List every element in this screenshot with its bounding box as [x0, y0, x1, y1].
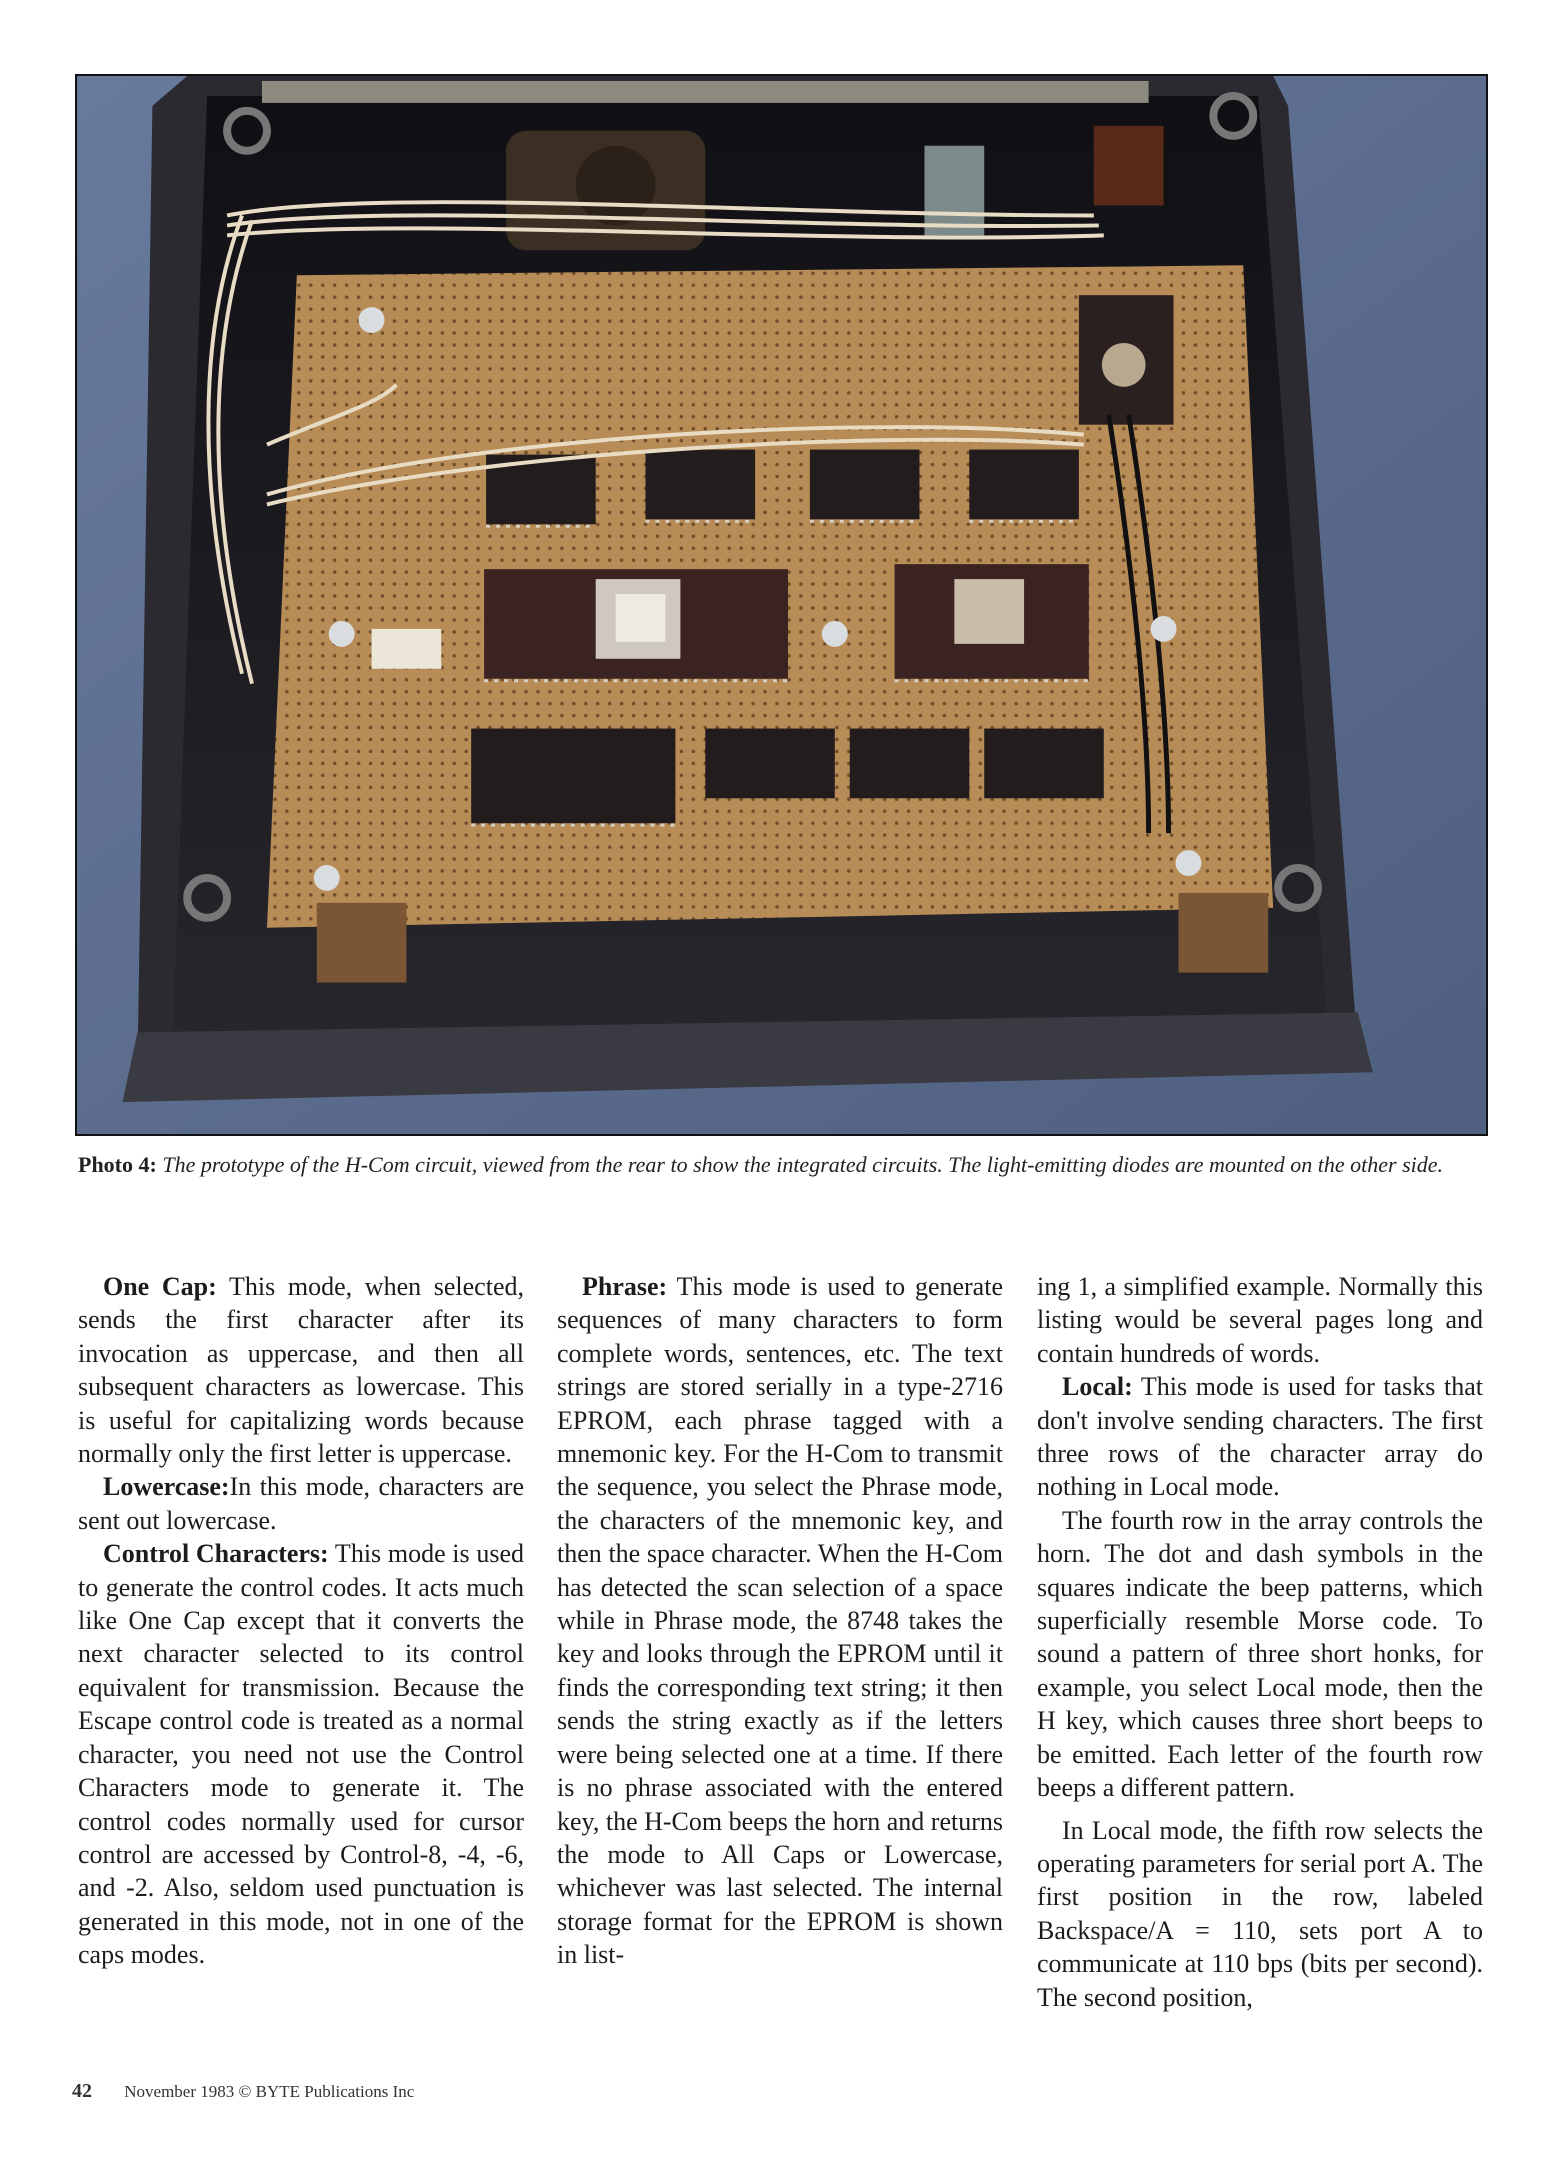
paragraph-control-characters [78, 1537, 524, 1971]
text-one-cap: This mode, when selected, sends the first character after its invocation as uppercase, and then all subsequent characters as lowercase. This is useful for capitalizing words because normally only the first letter is uppercase. [78, 1272, 524, 1469]
paragraph-horn: The fourth row in the array controls the horn. The dot and dash symbols in the squares indicate the beep patterns, which superficially resemble Morse code. To sound a pattern of three short honks, for example, you select Local mode, then the H key, which causes three short beeps to be emitted. Each letter of the fourth row beeps a different pattern. [1037, 1505, 1483, 1803]
paragraph-local [1037, 1370, 1483, 1504]
photo-illustration [77, 76, 1486, 1134]
caption-label: Photo 4: [78, 1152, 157, 1177]
term-control-characters: Control Characters: [103, 1539, 329, 1569]
page-footer [72, 2080, 414, 2103]
text-column-3 [1037, 1270, 1483, 2014]
paragraph-listing-continuation: ing 1, a simplified example. Normally this listing would be several pages long and contain hundreds of words. [1037, 1272, 1483, 1368]
paragraph-phrase [557, 1270, 1003, 1972]
text-column-2 [557, 1270, 1003, 1972]
page-number: 42 [72, 2080, 92, 2102]
term-local: Local: [1062, 1372, 1133, 1402]
term-one-cap: One Cap: [103, 1272, 217, 1301]
footer-credit: November 1983 © BYTE Publications Inc [124, 2082, 415, 2101]
term-phrase: Phrase: [582, 1272, 668, 1301]
paragraph-serial-port: In Local mode, the fifth row selects the operating parameters for serial port A. The first position in the row, labeled Backspace/A = 110, sets port A to communicate at 110 bps (bits per second). The second position, [1037, 1815, 1483, 2012]
photo-caption [78, 1148, 1488, 1182]
paragraph-one-cap [78, 1270, 524, 1470]
paragraph-lowercase [78, 1470, 524, 1537]
text-control-characters: This mode is used to generate the control codes. It acts much like One Cap except that it converts the next character selected to its control equivalent for transmission. Because the Escape control code is treated as a normal character, you need not use the Control Characters mode to generate it. The control codes normally used for cursor control are accessed by Control-8, -4, -6, and -2. Also, seldom used punctuation is generated in this mode, not in one of the caps modes. [78, 1539, 524, 1970]
text-column-1 [78, 1270, 524, 1972]
text-local: This mode is used for tasks that don't involve sending characters. The first three rows of the character array do nothing in Local mode. [1037, 1372, 1483, 1502]
text-lowercase: In this mode, characters are sent out lowercase. [78, 1472, 524, 1535]
circuit-board-photo [75, 74, 1488, 1136]
caption-text: The prototype of the H-Com circuit, viewed from the rear to show the integrated circuits. The light-emitting diodes are mounted on the other side. [162, 1152, 1444, 1177]
text-phrase: This mode is used to generate sequences of many characters to form complete words, sentences, etc. The text strings are stored serially in a type-2716 EPROM, each phrase tagged with a mnemonic key. For the H-Com to transmit the sequence, you select the Phrase mode, the characters of the mnemonic key, and then the space character. When the H-Com has detected the scan selection of a space while in Phrase mode, the 8748 takes the key and looks through the EPROM until it finds the corresponding text string; it then sends the string exactly as if the letters were being selected one at a time. If there is no phrase associated with the entered key, the H-Com beeps the horn and returns the mode to All Caps or Lowercase, whichever was last selected. The internal storage format for the EPROM is shown in list- [557, 1272, 1003, 1970]
term-lowercase: Lowercase: [103, 1472, 230, 1502]
